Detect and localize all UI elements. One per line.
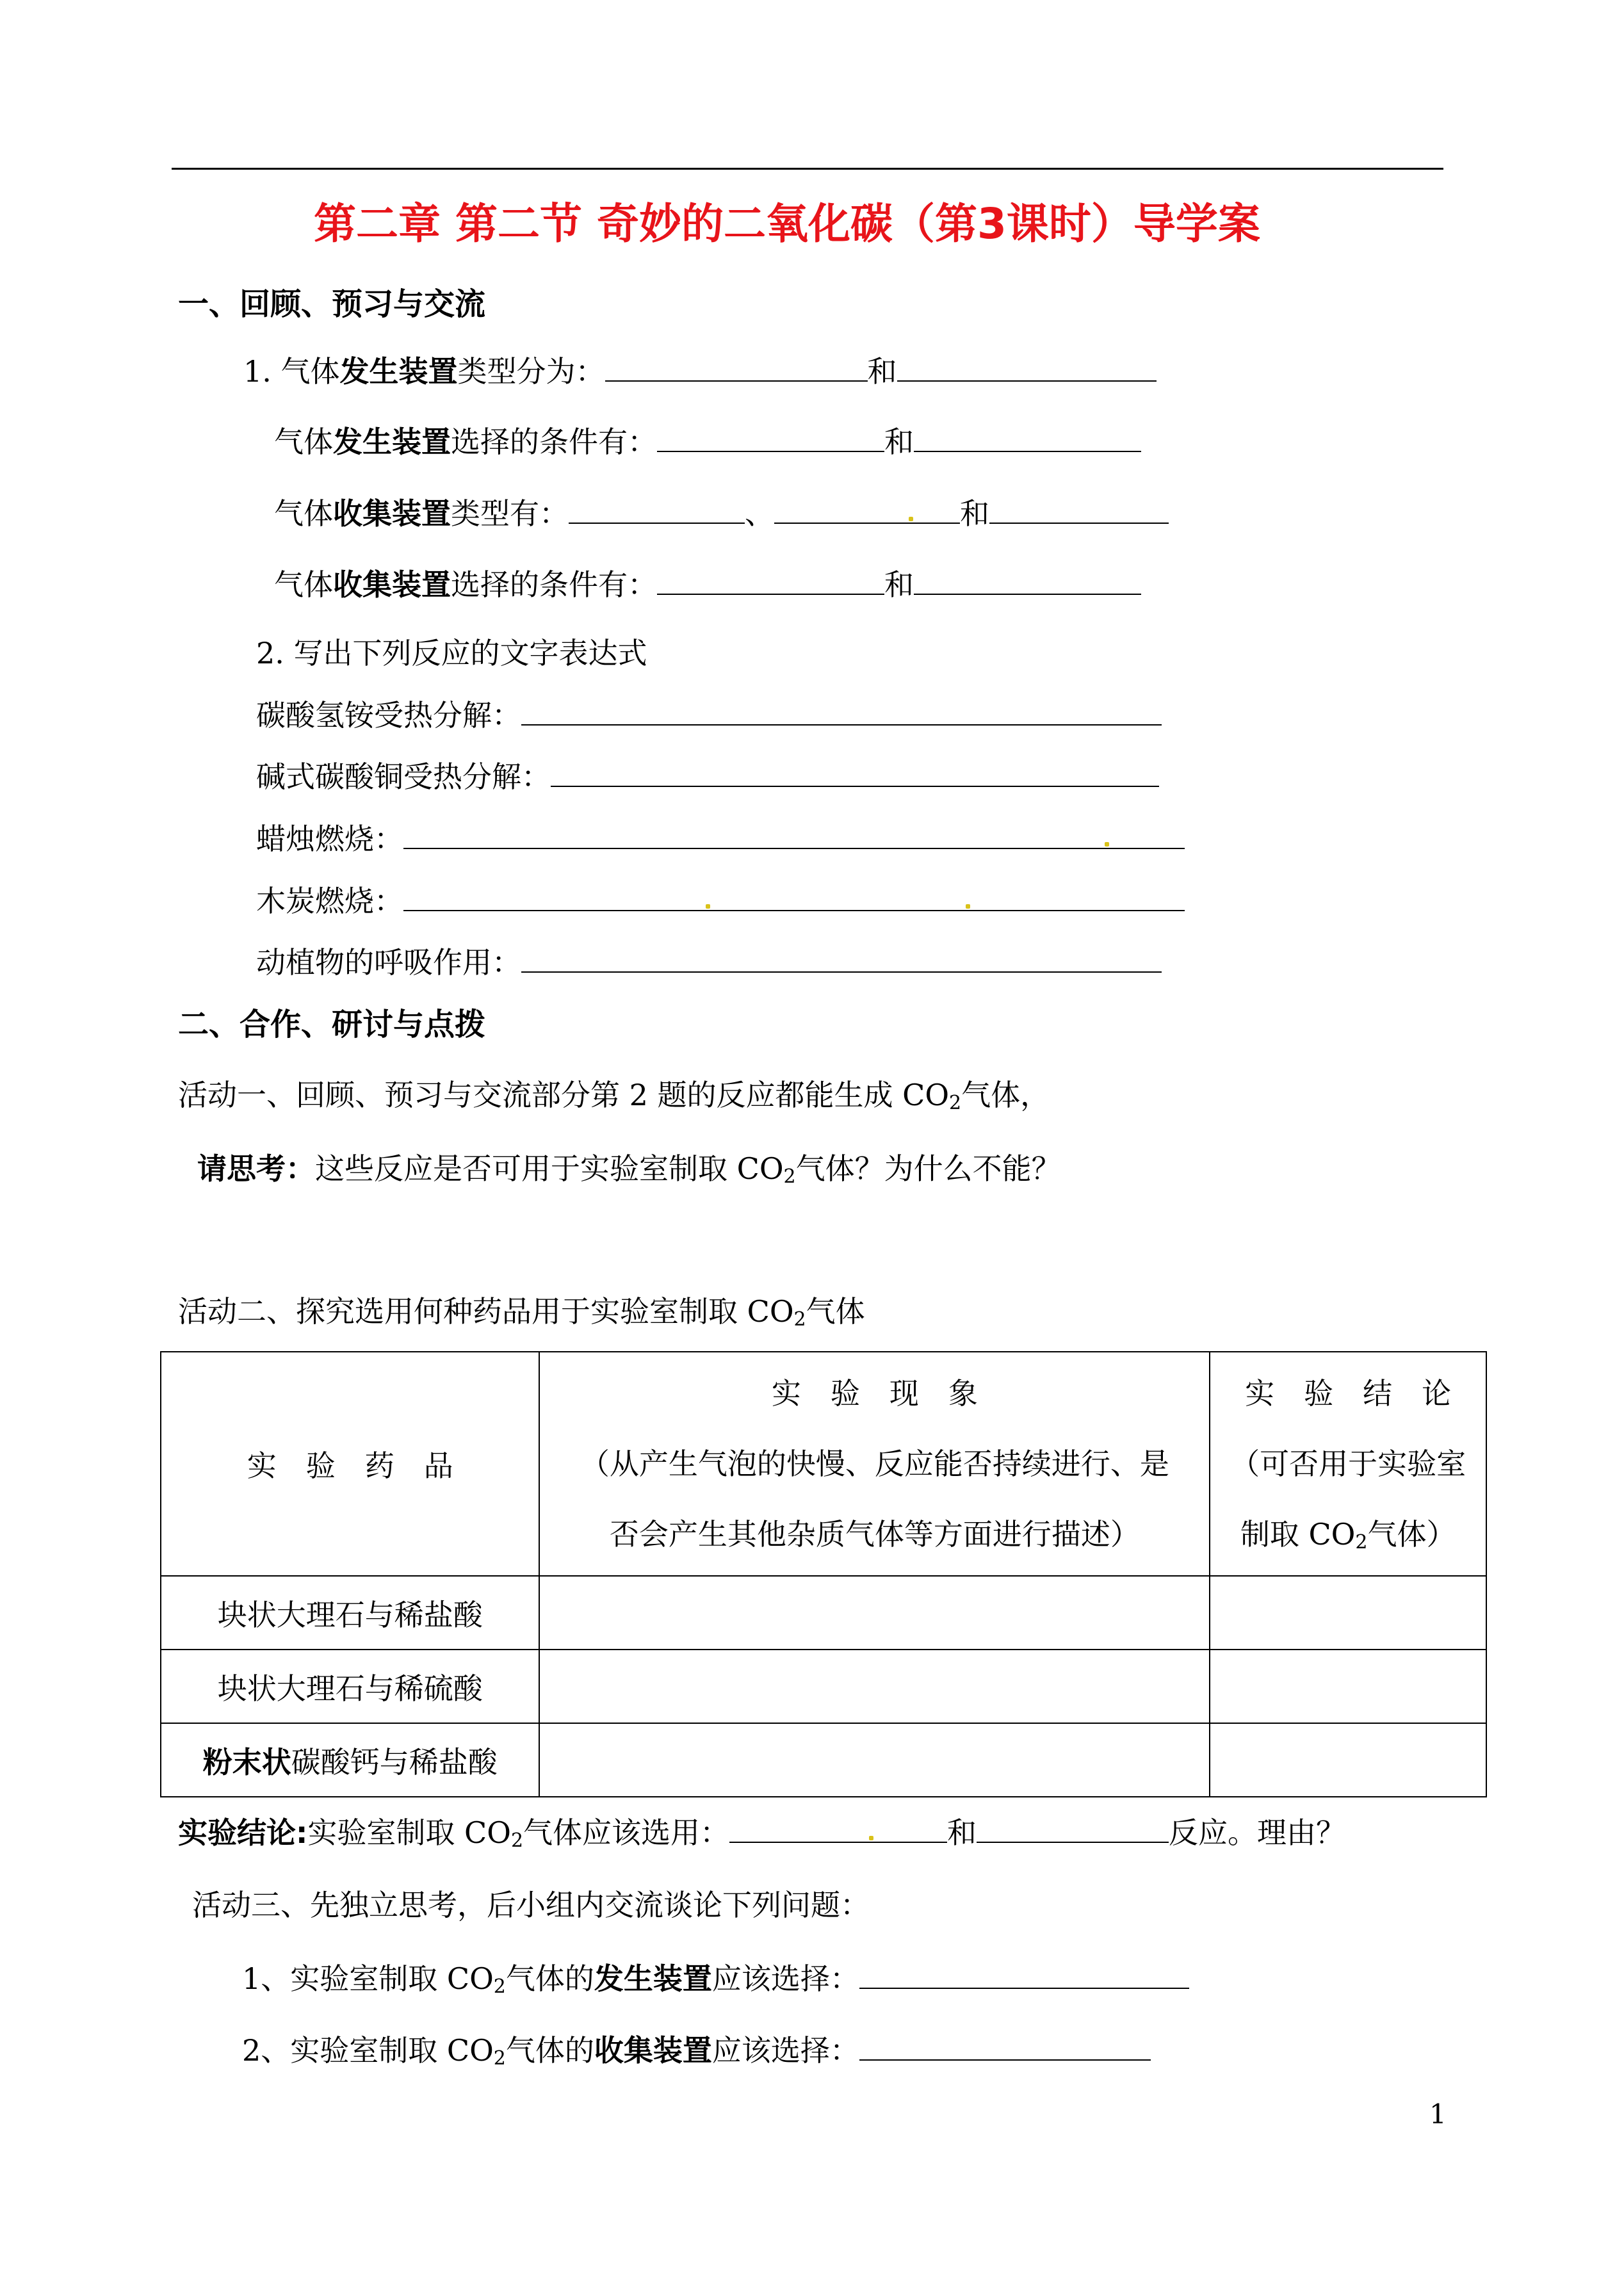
q1-line4-bold: 收集装置	[333, 567, 451, 602]
answer-line[interactable]	[521, 699, 1162, 726]
mark-dot	[869, 1836, 873, 1840]
q2-item	[256, 943, 1162, 982]
header-rule	[172, 168, 1443, 170]
reagent-rest: 碳酸钙与稀盐酸	[291, 1744, 498, 1780]
q1-line1-prefix: 1. 气体	[243, 354, 340, 389]
q1-line4-prefix: 气体	[274, 567, 333, 602]
q2-item	[256, 882, 1185, 920]
header-conclusion-note1: （可否用于实验室	[1230, 1447, 1466, 1481]
blank-field[interactable]	[977, 1816, 1169, 1843]
q2-heading: 2. 写出下列反应的文字表达式	[256, 636, 647, 670]
header-conclusion-note2	[1210, 1499, 1486, 1569]
header-phenomena-note2: 否会产生其他杂质气体等方面进行描述）	[609, 1517, 1140, 1552]
blank-field[interactable]	[897, 355, 1157, 382]
section2-heading: 二、合作、研讨与点拨	[178, 1007, 486, 1042]
activity1-text-a: 活动一、回顾、预习与交流部分第 2 题的反应都能生成 CO	[178, 1078, 950, 1112]
blank-field[interactable]	[774, 497, 960, 524]
q2-item-label: 碳酸氢铵受热分解：	[256, 698, 521, 733]
table-header-row	[161, 1352, 1486, 1576]
conclusion-text-b: 气体应该选用：	[523, 1815, 730, 1850]
q2-item	[256, 696, 1162, 734]
q2-item-label: 碱式碳酸铜受热分解：	[256, 759, 551, 794]
activity1-text	[178, 1076, 1050, 1114]
q1-line3-prefix: 气体	[274, 496, 333, 531]
header-phenomena-title: 实 验 现 象	[771, 1376, 978, 1411]
blank-field[interactable]	[729, 1816, 947, 1843]
activity2-text-b: 气体	[806, 1294, 865, 1329]
header-reagents-label: 实 验 药 品	[247, 1448, 453, 1483]
phenomena-input-cell[interactable]	[539, 1576, 1210, 1650]
activity3-q1-b: 气体的	[505, 1961, 594, 1996]
activity3-q2-a: 2、实验室制取 CO	[242, 2033, 494, 2068]
think-label: 请思考：	[197, 1151, 315, 1186]
header-phenomena-note1: （从产生气泡的快慢、反应能否持续进行、是	[580, 1447, 1169, 1481]
blank-field[interactable]	[989, 497, 1169, 524]
co2-subscript: 2	[493, 1975, 506, 1998]
conclusion-text-a: 实验室制取 CO	[307, 1815, 511, 1850]
conclusion-tail: 反应。理由？	[1169, 1815, 1346, 1850]
mark-dot	[966, 904, 970, 909]
q2-item-label: 蜡烛燃烧：	[256, 822, 403, 856]
sep-text: 、	[745, 496, 774, 531]
reagent-cell	[161, 1723, 539, 1797]
conclusion-input-cell[interactable]	[1210, 1723, 1486, 1797]
and-text: 和	[960, 496, 989, 531]
co2-subscript: 2	[949, 1092, 962, 1114]
q1-line3-suffix: 类型有：	[451, 496, 569, 531]
q1-line1	[243, 352, 1157, 391]
header-conclusion-note2-b: 气体）	[1367, 1517, 1456, 1552]
co2-subscript: 2	[1355, 1531, 1368, 1553]
think-question	[197, 1149, 1061, 1188]
blank-field[interactable]	[914, 568, 1141, 595]
activity3-q1	[242, 1959, 1189, 1998]
activity3-q1-a: 1、实验室制取 CO	[242, 1961, 494, 1996]
and-text: 和	[867, 354, 897, 389]
activity3-q2	[242, 2031, 1151, 2070]
activity3-heading: 活动三、先独立思考，后小组内交流谈论下列问题：	[192, 1888, 870, 1922]
think-text-a: 这些反应是否可用于实验室制取 CO	[315, 1151, 784, 1186]
answer-line[interactable]	[859, 2034, 1151, 2061]
q2-item-label: 木炭燃烧：	[256, 884, 403, 918]
answer-line[interactable]	[521, 946, 1162, 973]
answer-line[interactable]	[403, 822, 1185, 849]
q1-line2-suffix: 选择的条件有：	[451, 425, 657, 459]
co2-subscript: 2	[793, 1308, 806, 1331]
document-title: 第二章 第二节 奇妙的二氧化碳（第3课时）导学案	[314, 199, 1260, 248]
header-reagents	[161, 1352, 539, 1576]
q2-item	[256, 820, 1185, 858]
experiment-table	[160, 1351, 1487, 1797]
conclusion-input-cell[interactable]	[1210, 1576, 1486, 1650]
and-text: 和	[884, 567, 914, 602]
and-text: 和	[947, 1815, 977, 1850]
answer-line[interactable]	[859, 1962, 1189, 1989]
phenomena-input-cell[interactable]	[539, 1723, 1210, 1797]
table-row	[161, 1650, 1486, 1723]
header-conclusion	[1210, 1352, 1486, 1576]
phenomena-input-cell[interactable]	[539, 1650, 1210, 1723]
q2-item	[256, 758, 1159, 796]
table-row	[161, 1723, 1486, 1797]
blank-field[interactable]	[605, 355, 868, 382]
header-conclusion-note2-a: 制取 CO	[1240, 1517, 1356, 1552]
blank-field[interactable]	[657, 568, 884, 595]
and-text: 和	[884, 425, 914, 459]
activity3-q2-c: 应该选择：	[711, 2033, 859, 2068]
section1-heading: 一、回顾、预习与交流	[178, 286, 486, 322]
q1-line2-prefix: 气体	[274, 425, 333, 459]
answer-line[interactable]	[403, 884, 1185, 911]
co2-subscript: 2	[510, 1829, 524, 1852]
mark-dot	[909, 517, 913, 521]
activity2-text-a: 活动二、探究选用何种药品用于实验室制取 CO	[178, 1294, 794, 1329]
blank-field[interactable]	[569, 497, 745, 524]
mark-dot	[1105, 842, 1109, 847]
q1-line2-bold: 发生装置	[333, 425, 451, 459]
activity3-q1-bold: 发生装置	[594, 1961, 712, 1996]
q1-line3-bold: 收集装置	[333, 496, 451, 531]
conclusion-input-cell[interactable]	[1210, 1650, 1486, 1723]
reagent-cell: 块状大理石与稀盐酸	[161, 1576, 539, 1650]
reagent-bold: 粉末状	[202, 1744, 291, 1780]
q2-item-label: 动植物的呼吸作用：	[256, 945, 521, 980]
q1-line2	[274, 423, 1141, 461]
header-conclusion-title: 实 验 结 论	[1245, 1376, 1452, 1411]
blank-field[interactable]	[657, 425, 884, 452]
experiment-conclusion	[178, 1813, 1345, 1852]
activity3-q1-c: 应该选择：	[711, 1961, 859, 1996]
activity3-q2-bold: 收集装置	[594, 2033, 712, 2068]
q1-line4-suffix: 选择的条件有：	[451, 567, 657, 602]
page-number: 1	[1429, 2098, 1447, 2130]
co2-subscript: 2	[783, 1165, 796, 1188]
reagent-cell: 块状大理石与稀硫酸	[161, 1650, 539, 1723]
blank-field[interactable]	[914, 425, 1141, 452]
table-row	[161, 1576, 1486, 1650]
conclusion-label: 实验结论:	[178, 1815, 308, 1850]
co2-subscript: 2	[493, 2047, 506, 2070]
activity2-text	[178, 1292, 865, 1331]
activity1-text-b: 气体，	[961, 1078, 1050, 1112]
header-phenomena	[539, 1352, 1210, 1576]
q1-line1-bold: 发生装置	[339, 354, 458, 389]
q1-line1-suffix: 类型分为：	[457, 354, 605, 389]
activity3-q2-b: 气体的	[505, 2033, 594, 2068]
mark-dot	[706, 904, 710, 909]
think-text-b: 气体？为什么不能？	[795, 1151, 1061, 1186]
q1-line4	[274, 565, 1141, 604]
answer-line[interactable]	[551, 760, 1159, 787]
q1-line3	[274, 494, 1169, 533]
